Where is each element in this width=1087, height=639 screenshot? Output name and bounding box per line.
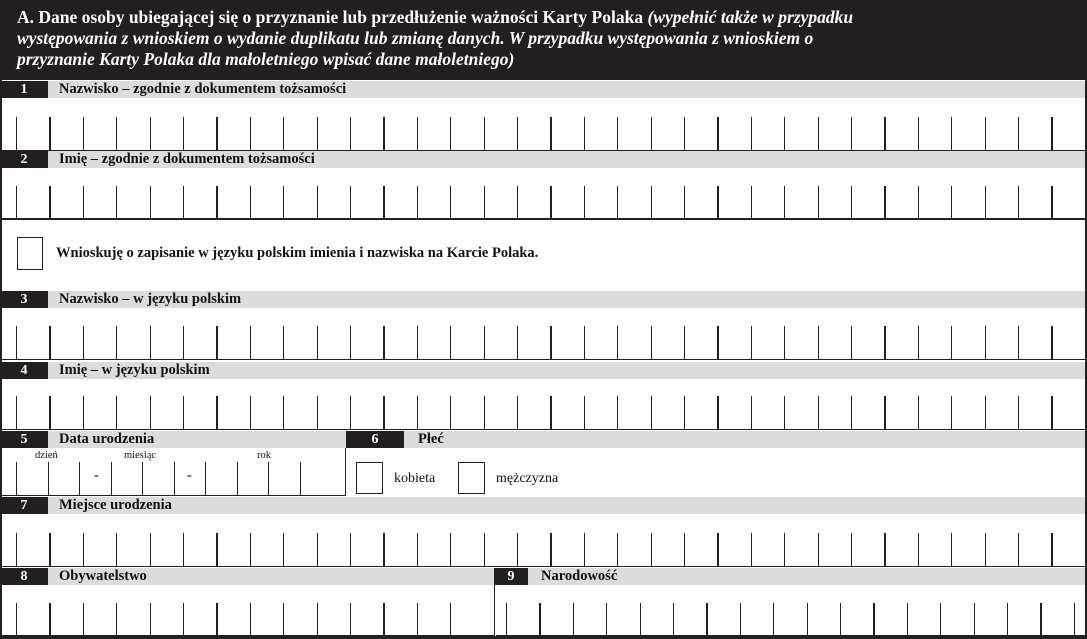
comb-tick <box>484 186 485 220</box>
comb-tick <box>884 186 885 220</box>
comb-tick <box>174 462 175 496</box>
comb-tick <box>450 326 451 360</box>
comb-tick <box>250 186 251 220</box>
comb-tick <box>517 186 518 220</box>
comb-tick <box>884 326 885 360</box>
comb-tick <box>350 396 351 430</box>
date-sex-divider <box>345 448 346 496</box>
comb-tick <box>807 603 808 636</box>
comb-tick <box>517 396 518 430</box>
comb-tick <box>350 326 351 360</box>
comb-tick <box>250 326 251 360</box>
comb-tick <box>584 117 585 151</box>
comb-tick <box>317 603 318 636</box>
comb-tick <box>250 117 251 151</box>
comb-tick <box>350 603 351 636</box>
comb-tick <box>684 396 685 430</box>
comb-tick <box>751 186 752 220</box>
comb-tick <box>851 533 852 567</box>
comb-tick <box>1074 603 1075 636</box>
comb-tick <box>16 462 17 496</box>
comb-tick <box>216 533 217 567</box>
comb-tick <box>49 186 50 220</box>
comb-tick <box>717 186 718 220</box>
field-9-number: 9 <box>494 568 528 585</box>
comb-tick <box>951 533 952 567</box>
comb-tick <box>450 186 451 220</box>
field-6-number: 6 <box>346 431 404 448</box>
comb-tick <box>985 117 986 151</box>
field-8-label: Obywatelstwo <box>59 568 147 584</box>
comb-tick <box>517 326 518 360</box>
comb-baseline <box>0 359 1087 361</box>
comb-tick <box>450 117 451 151</box>
comb-tick <box>918 186 919 220</box>
comb-tick <box>183 533 184 567</box>
comb-tick <box>918 533 919 567</box>
comb-tick <box>784 326 785 360</box>
comb-tick <box>484 396 485 430</box>
comb-tick <box>550 117 551 151</box>
comb-tick <box>1051 117 1052 151</box>
comb-tick <box>116 603 117 636</box>
citizenship-input[interactable] <box>0 603 494 636</box>
comb-tick <box>818 396 819 430</box>
comb-tick <box>784 533 785 567</box>
comb-tick <box>907 603 908 636</box>
comb-tick <box>450 396 451 430</box>
comb-tick <box>851 117 852 151</box>
comb-tick <box>717 117 718 151</box>
comb-tick <box>673 603 674 636</box>
comb-tick <box>951 117 952 151</box>
comb-tick <box>283 326 284 360</box>
field-4-label: Imię – w języku polskim <box>59 362 210 378</box>
comb-tick <box>283 533 284 567</box>
comb-tick <box>49 396 50 430</box>
comb-tick <box>83 326 84 360</box>
comb-tick <box>205 462 206 496</box>
comb-tick <box>651 533 652 567</box>
comb-tick <box>183 603 184 636</box>
comb-tick <box>684 326 685 360</box>
comb-tick <box>417 186 418 220</box>
female-label: kobieta <box>394 471 436 486</box>
comb-tick <box>851 186 852 220</box>
field-3-label: Nazwisko – w języku polskim <box>59 291 242 307</box>
comb-tick <box>974 603 975 636</box>
comb-tick <box>1051 326 1052 360</box>
field-5-6-header <box>0 431 1087 448</box>
comb-tick <box>884 396 885 430</box>
comb-tick <box>49 117 50 151</box>
field-9-label: Narodowość <box>541 568 618 584</box>
comb-tick <box>283 603 284 636</box>
comb-tick <box>250 603 251 636</box>
comb-tick <box>16 396 17 430</box>
date-separator-1: - <box>94 468 99 483</box>
comb-tick <box>918 396 919 430</box>
comb-tick <box>484 533 485 567</box>
comb-tick <box>584 396 585 430</box>
polish-spelling-label: Wnioskuję o zapisanie w języku polskim imienia i nazwiska na Karcie Polaka. <box>56 245 539 261</box>
comb-tick <box>1051 533 1052 567</box>
comb-tick <box>706 603 707 636</box>
comb-tick <box>150 186 151 220</box>
comb-tick <box>383 326 384 360</box>
comb-tick <box>1018 186 1019 220</box>
comb-tick <box>111 462 112 496</box>
male-checkbox[interactable] <box>458 462 485 494</box>
birth-date-input[interactable] <box>0 462 346 496</box>
comb-tick <box>350 186 351 220</box>
comb-tick <box>1040 603 1041 636</box>
comb-tick <box>617 186 618 220</box>
comb-tick <box>985 533 986 567</box>
field-7-number: 7 <box>0 497 48 514</box>
section-note-2: występowania z wnioskiem o wydanie duplikatu lub zmianę danych. W przypadku występowania z wnioskiem o <box>17 28 814 48</box>
comb-tick <box>283 117 284 151</box>
comb-tick <box>268 462 269 496</box>
male-label: mężczyzna <box>496 471 559 486</box>
comb-tick <box>617 533 618 567</box>
comb-tick <box>818 186 819 220</box>
comb-tick <box>684 117 685 151</box>
comb-tick <box>142 462 143 496</box>
comb-tick <box>573 603 574 636</box>
comb-tick <box>550 396 551 430</box>
comb-tick <box>751 533 752 567</box>
comb-tick <box>283 396 284 430</box>
comb-tick <box>506 603 507 636</box>
form-left-border <box>0 0 2 639</box>
comb-tick <box>49 603 50 636</box>
comb-tick <box>383 396 384 430</box>
comb-tick <box>150 396 151 430</box>
comb-tick <box>784 186 785 220</box>
comb-tick <box>183 186 184 220</box>
field-5-label: Data urodzenia <box>59 431 155 447</box>
field-2-number: 2 <box>0 151 48 168</box>
comb-tick <box>550 186 551 220</box>
comb-tick <box>350 533 351 567</box>
comb-tick <box>951 186 952 220</box>
comb-tick <box>183 326 184 360</box>
comb-tick <box>751 396 752 430</box>
comb-tick <box>16 533 17 567</box>
comb-tick <box>216 603 217 636</box>
comb-tick <box>918 326 919 360</box>
comb-tick <box>784 117 785 151</box>
comb-tick <box>818 326 819 360</box>
comb-tick <box>985 186 986 220</box>
comb-tick <box>1018 396 1019 430</box>
comb-tick <box>150 326 151 360</box>
section-a-header <box>0 0 1087 80</box>
comb-tick <box>83 603 84 636</box>
comb-tick <box>83 117 84 151</box>
comb-tick <box>183 396 184 430</box>
field-4-number: 4 <box>0 362 48 379</box>
comb-tick <box>250 396 251 430</box>
polish-spelling-checkbox[interactable] <box>17 237 43 270</box>
comb-tick <box>83 533 84 567</box>
date-separator-2: - <box>187 468 192 483</box>
comb-tick <box>383 603 384 636</box>
field-1-label: Nazwisko – zgodnie z dokumentem tożsamości <box>59 81 347 97</box>
comb-tick <box>48 462 49 496</box>
comb-tick <box>751 326 752 360</box>
comb-tick <box>773 603 774 636</box>
firstname-polish-input[interactable] <box>0 396 1087 430</box>
comb-tick <box>116 326 117 360</box>
comb-tick <box>651 396 652 430</box>
comb-tick <box>651 117 652 151</box>
comb-tick <box>283 186 284 220</box>
comb-tick <box>1018 533 1019 567</box>
comb-tick <box>16 186 17 220</box>
comb-tick <box>116 396 117 430</box>
comb-tick <box>417 396 418 430</box>
comb-tick <box>417 326 418 360</box>
field-6-label: Płeć <box>418 431 444 447</box>
comb-tick <box>951 396 952 430</box>
comb-baseline <box>0 566 1087 568</box>
month-caption: miesiąc <box>124 450 157 461</box>
comb-tick <box>317 186 318 220</box>
comb-tick <box>1018 326 1019 360</box>
comb-tick <box>317 396 318 430</box>
comb-tick <box>550 326 551 360</box>
comb-tick <box>49 326 50 360</box>
comb-tick <box>383 533 384 567</box>
comb-tick <box>550 533 551 567</box>
comb-tick <box>818 117 819 151</box>
field-3-number: 3 <box>0 291 48 308</box>
comb-tick <box>116 533 117 567</box>
comb-tick <box>651 326 652 360</box>
comb-tick <box>617 326 618 360</box>
comb-tick <box>16 603 17 636</box>
comb-tick <box>818 533 819 567</box>
comb-tick <box>317 533 318 567</box>
comb-tick <box>717 326 718 360</box>
comb-tick <box>985 396 986 430</box>
birthplace-input[interactable] <box>0 533 1087 567</box>
comb-tick <box>450 603 451 636</box>
comb-tick <box>684 533 685 567</box>
comb-tick <box>784 396 785 430</box>
comb-tick <box>484 326 485 360</box>
field-2-label: Imię – zgodnie z dokumentem tożsamości <box>59 151 315 167</box>
comb-tick <box>884 533 885 567</box>
comb-tick <box>83 186 84 220</box>
comb-tick <box>383 117 384 151</box>
comb-tick <box>873 603 874 636</box>
comb-tick <box>740 603 741 636</box>
comb-tick <box>83 396 84 430</box>
female-checkbox[interactable] <box>356 462 383 494</box>
comb-tick <box>884 117 885 151</box>
surname-polish-input[interactable] <box>0 326 1087 360</box>
comb-tick <box>940 603 941 636</box>
comb-tick <box>317 326 318 360</box>
comb-tick <box>539 603 540 636</box>
comb-tick <box>216 186 217 220</box>
comb-tick <box>1051 396 1052 430</box>
section-title: A. Dane osoby ubiegającej się o przyznanie lub przedłużenie ważności Karty Polaka <box>17 7 644 27</box>
comb-tick <box>484 117 485 151</box>
year-caption: rok <box>257 450 271 461</box>
comb-tick <box>584 186 585 220</box>
comb-tick <box>150 117 151 151</box>
comb-tick <box>1051 186 1052 220</box>
comb-tick <box>383 186 384 220</box>
comb-tick <box>584 533 585 567</box>
comb-tick <box>606 603 607 636</box>
comb-tick <box>717 533 718 567</box>
comb-tick <box>951 326 952 360</box>
comb-tick <box>183 117 184 151</box>
surname-id-input[interactable] <box>0 117 1087 151</box>
comb-tick <box>116 186 117 220</box>
comb-tick <box>851 326 852 360</box>
section-note-3: przyznanie Karty Polaka dla małoletniego wpisać dane małoletniego) <box>17 49 515 69</box>
comb-tick <box>150 603 151 636</box>
comb-tick <box>651 186 652 220</box>
comb-tick <box>16 117 17 151</box>
comb-tick <box>617 117 618 151</box>
comb-tick <box>1007 603 1008 636</box>
comb-tick <box>584 326 585 360</box>
comb-tick <box>49 533 50 567</box>
comb-tick <box>317 117 318 151</box>
field-8-number: 8 <box>0 568 48 585</box>
rule-after-field-2 <box>0 218 1087 220</box>
comb-tick <box>717 396 718 430</box>
section-note-1: (wypełnić także w przypadku <box>647 7 854 27</box>
comb-tick <box>16 326 17 360</box>
comb-tick <box>350 117 351 151</box>
comb-tick <box>751 117 752 151</box>
field-5-number: 5 <box>0 431 48 448</box>
firstname-id-input[interactable] <box>0 186 1087 220</box>
comb-tick <box>417 117 418 151</box>
comb-tick <box>840 603 841 636</box>
comb-tick <box>640 603 641 636</box>
comb-tick <box>517 117 518 151</box>
comb-tick <box>216 117 217 151</box>
comb-tick <box>517 533 518 567</box>
comb-tick <box>918 117 919 151</box>
comb-tick <box>150 533 151 567</box>
comb-tick <box>684 186 685 220</box>
comb-tick <box>1018 117 1019 151</box>
field-1-number: 1 <box>0 81 48 98</box>
field-7-label: Miejsce urodzenia <box>59 497 172 513</box>
comb-baseline <box>0 429 1087 431</box>
comb-tick <box>417 603 418 636</box>
comb-tick <box>417 533 418 567</box>
comb-tick <box>79 462 80 496</box>
comb-tick <box>116 117 117 151</box>
comb-tick <box>985 326 986 360</box>
comb-tick <box>237 462 238 496</box>
comb-tick <box>617 396 618 430</box>
comb-tick <box>450 533 451 567</box>
nationality-input[interactable] <box>496 603 1087 636</box>
day-caption: dzień <box>35 450 58 461</box>
comb-tick <box>300 462 301 496</box>
comb-tick <box>851 396 852 430</box>
comb-tick <box>216 396 217 430</box>
comb-tick <box>250 533 251 567</box>
comb-tick <box>216 326 217 360</box>
